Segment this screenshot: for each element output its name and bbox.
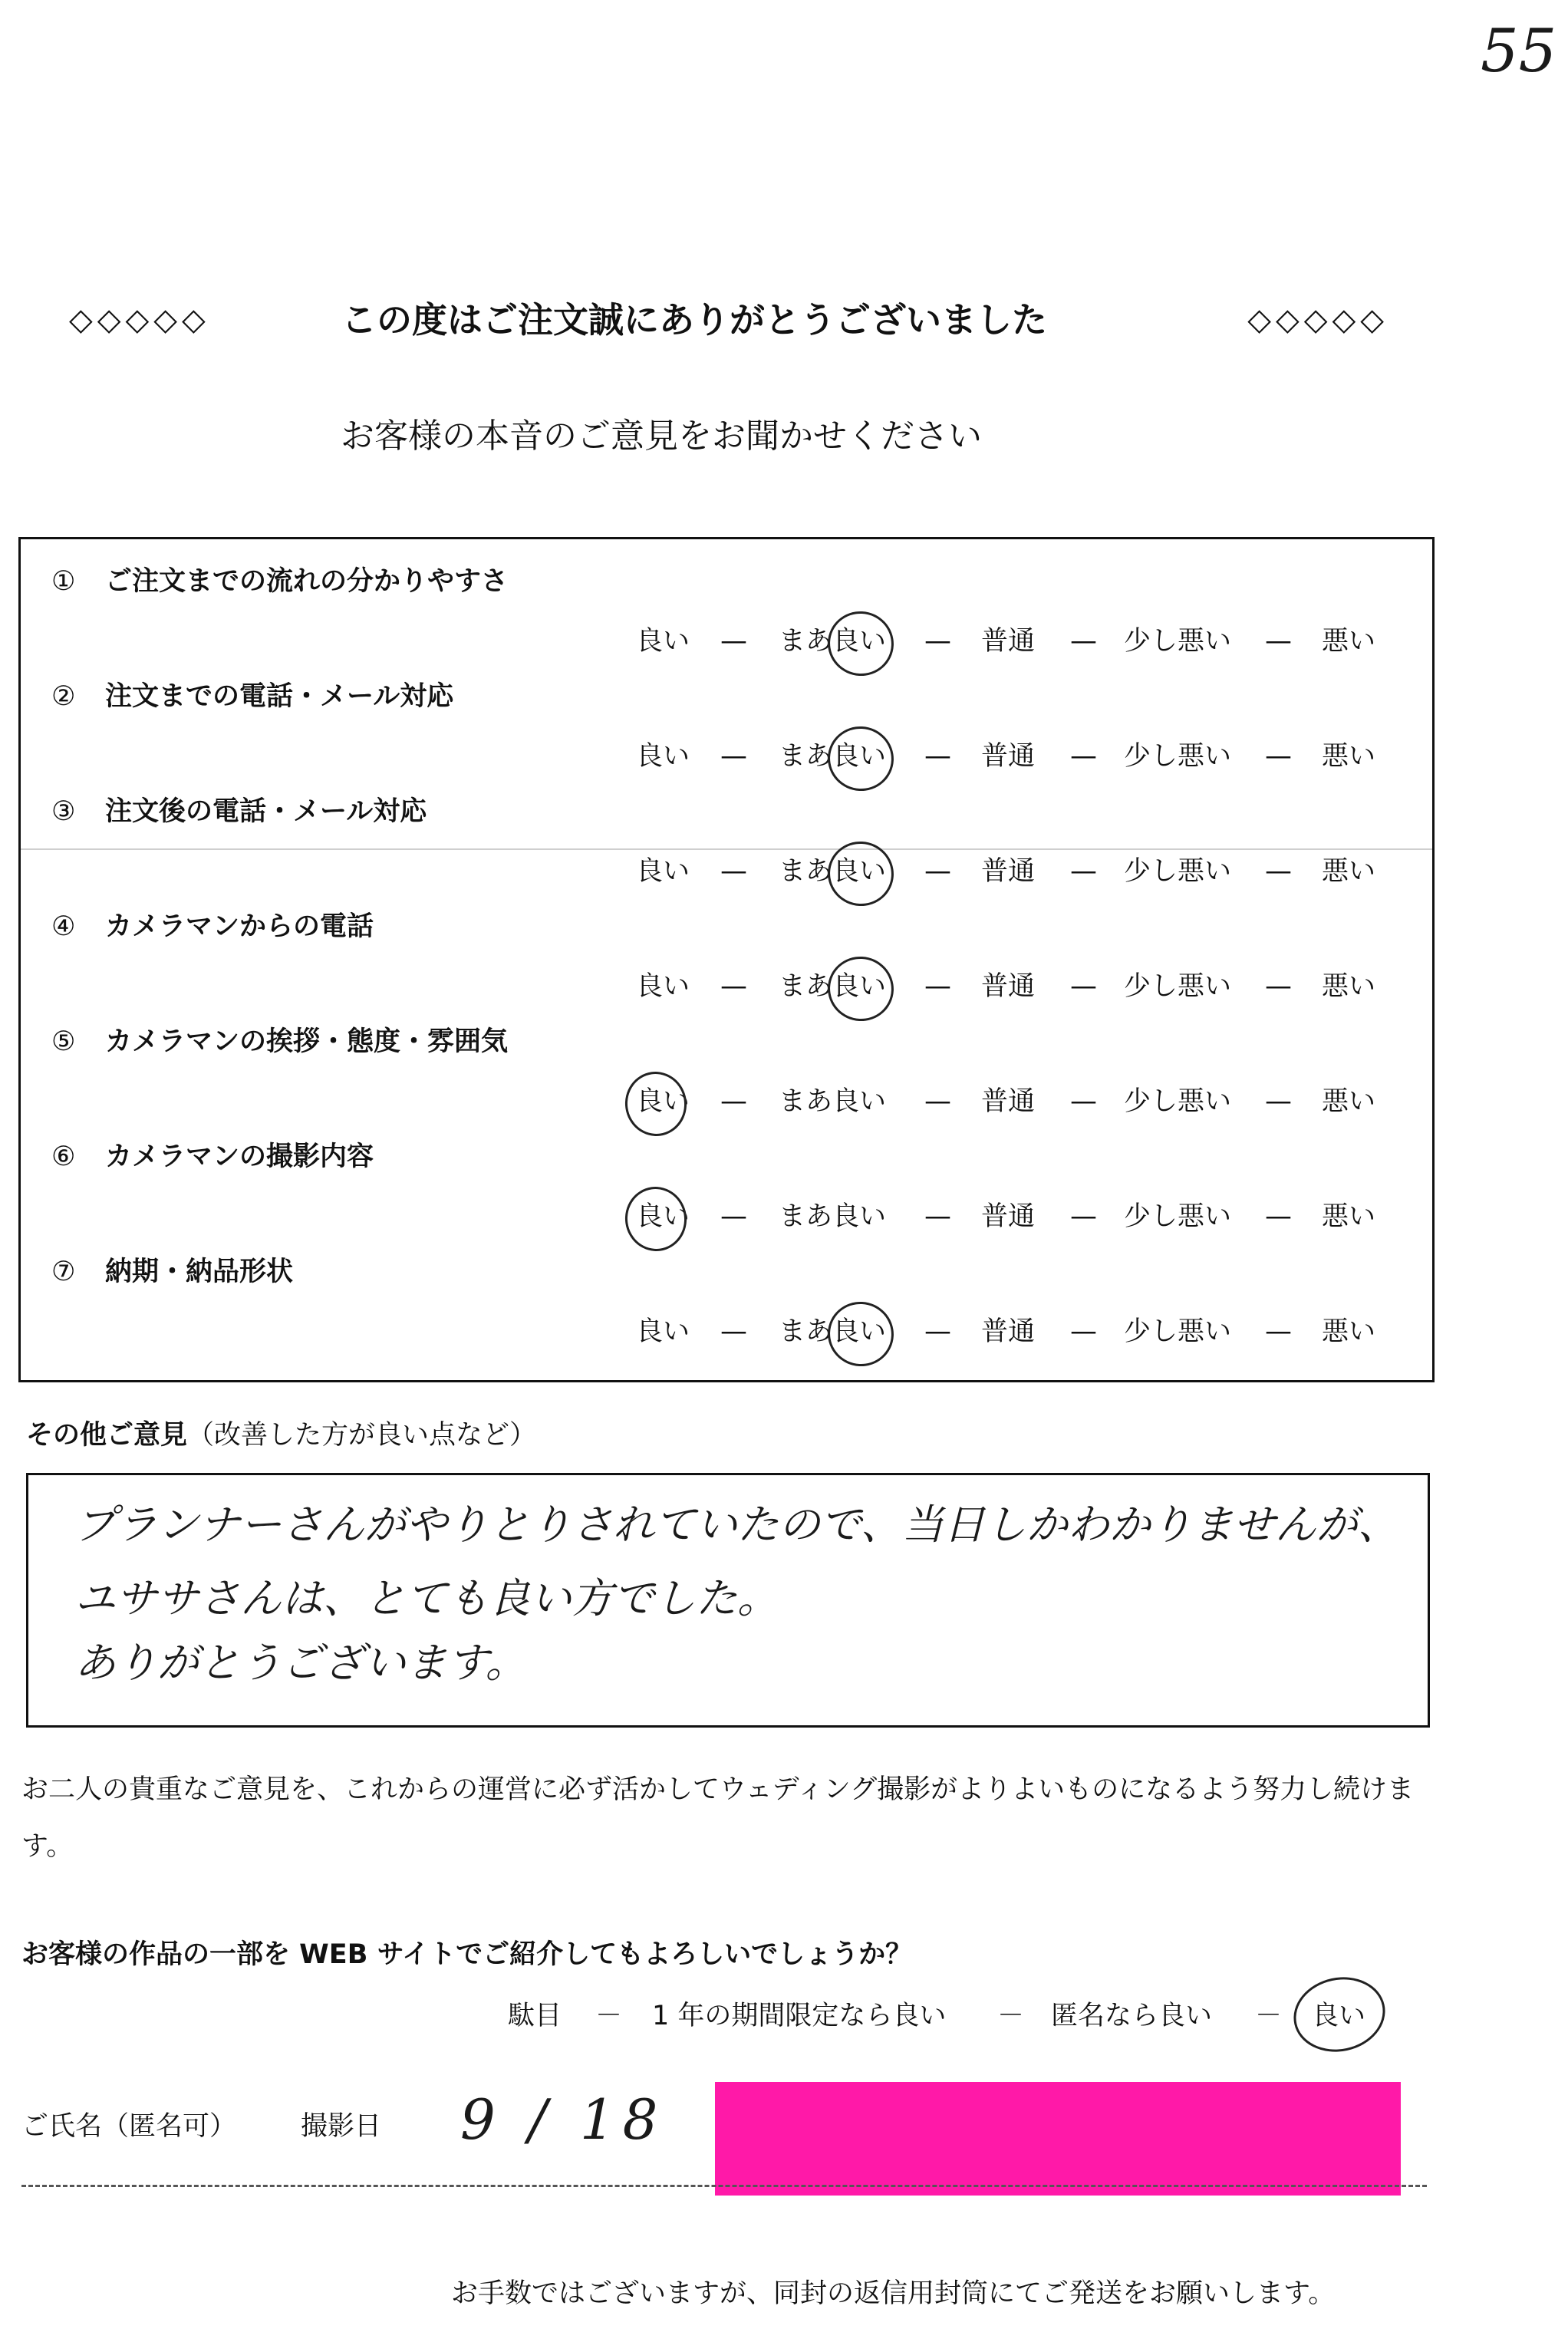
rating-separator: — bbox=[720, 856, 747, 887]
rating-separator: — bbox=[1070, 1201, 1097, 1232]
rating-separator: — bbox=[720, 1086, 747, 1117]
rating-separator: — bbox=[924, 856, 951, 887]
question-title bbox=[51, 1138, 374, 1176]
rating-scale bbox=[21, 737, 1437, 776]
question-label: 注文後の電話・メール対応 bbox=[105, 796, 427, 827]
question-title bbox=[51, 562, 508, 601]
web-option-separator: － bbox=[595, 2001, 623, 2031]
rating-separator: — bbox=[1070, 971, 1097, 1002]
page-subtitle: お客様の本音のご意見をお聞かせください bbox=[341, 417, 982, 456]
rating-option[interactable]: まあ良い bbox=[779, 856, 887, 887]
rating-separator: — bbox=[924, 971, 951, 1002]
web-option-limited[interactable]: 1 年の期間限定なら良い bbox=[652, 2001, 947, 2031]
rating-option[interactable]: まあ良い bbox=[779, 626, 887, 657]
rating-scale bbox=[21, 1313, 1437, 1351]
rating-option[interactable]: まあ良い bbox=[779, 1316, 887, 1347]
rating-separator: — bbox=[1070, 1316, 1097, 1347]
rating-separator: — bbox=[1265, 1316, 1292, 1347]
question-number: ② bbox=[51, 681, 76, 712]
rating-option[interactable]: 悪い bbox=[1322, 1201, 1376, 1232]
rating-separator: — bbox=[1265, 971, 1292, 1002]
rating-option[interactable]: 少し悪い bbox=[1124, 1086, 1232, 1117]
question-number: ① bbox=[51, 566, 76, 597]
rating-option[interactable]: 悪い bbox=[1322, 856, 1376, 887]
appreciation-text: お二人の貴重なご意見を、これからの運営に必ず活かしてウェディング撮影がよりよいものになるよう努力し続けます。 bbox=[21, 1774, 1415, 1862]
rating-separator: — bbox=[1265, 1086, 1292, 1117]
rating-option[interactable]: 少し悪い bbox=[1124, 1316, 1232, 1347]
page-number: 55 bbox=[1481, 17, 1557, 86]
question-title bbox=[51, 908, 374, 946]
rating-separator: — bbox=[1070, 856, 1097, 887]
rating-separator: — bbox=[924, 1201, 951, 1232]
rating-option[interactable]: 少し悪い bbox=[1124, 741, 1232, 772]
question-label: 注文までの電話・メール対応 bbox=[105, 681, 454, 712]
rating-separator: — bbox=[924, 741, 951, 772]
rating-option[interactable]: まあ良い bbox=[779, 1086, 887, 1117]
rating-separator: — bbox=[720, 971, 747, 1002]
question-label: 納期・納品形状 bbox=[105, 1257, 294, 1287]
rating-separator: — bbox=[924, 1086, 951, 1117]
question-number: ③ bbox=[51, 796, 76, 827]
title-decoration-left: ◇◇◇◇◇ bbox=[69, 302, 210, 338]
web-permission-options bbox=[0, 1995, 1568, 2037]
rating-option[interactable]: まあ良い bbox=[779, 1201, 887, 1232]
other-comments-heading bbox=[26, 1416, 536, 1454]
rating-separator: — bbox=[1070, 1086, 1097, 1117]
rating-separator: — bbox=[1265, 626, 1292, 657]
rating-scale bbox=[21, 852, 1437, 891]
web-option-yes[interactable]: 良い bbox=[1312, 2001, 1366, 2031]
rating-separator: — bbox=[720, 1201, 747, 1232]
title-row bbox=[69, 293, 1388, 347]
rating-option[interactable]: 普通 bbox=[981, 741, 1036, 772]
rating-option[interactable]: 良い bbox=[636, 1316, 690, 1347]
web-option-anonymous[interactable]: 匿名なら良い bbox=[1051, 2001, 1213, 2031]
rating-option[interactable]: 良い bbox=[636, 626, 690, 657]
rating-scale bbox=[21, 1082, 1437, 1121]
footer-note: お手数ではございますが、同封の返信用封筒にてご発送をお願いします。 bbox=[451, 2278, 1336, 2309]
rating-option[interactable]: 普通 bbox=[981, 971, 1036, 1002]
shoot-date-label: 撮影日 bbox=[301, 2111, 382, 2142]
name-label: ご氏名（匿名可） bbox=[21, 2111, 237, 2142]
rating-option[interactable]: 良い bbox=[636, 856, 690, 887]
question-number: ④ bbox=[51, 911, 76, 942]
web-permission-question: お客様の作品の一部を WEB サイトでご紹介してもよろしいでしょうか？ bbox=[21, 1939, 913, 1970]
rating-option[interactable]: 悪い bbox=[1322, 971, 1376, 1002]
rating-separator: — bbox=[1265, 1201, 1292, 1232]
rating-option[interactable]: 悪い bbox=[1322, 626, 1376, 657]
question-title bbox=[51, 792, 427, 831]
web-option-separator: － bbox=[997, 2001, 1025, 2031]
question-title bbox=[51, 1023, 508, 1061]
rating-separator: — bbox=[720, 626, 747, 657]
rating-scale bbox=[21, 967, 1437, 1006]
rating-option[interactable]: 少し悪い bbox=[1124, 856, 1232, 887]
comment-line: ユササさんは、とても良い方でした。 bbox=[74, 1574, 779, 1622]
paper-fold-line bbox=[21, 848, 1432, 850]
rating-separator: — bbox=[924, 626, 951, 657]
rating-option[interactable]: 普通 bbox=[981, 1316, 1036, 1347]
rating-separator: — bbox=[720, 741, 747, 772]
rating-option[interactable]: 普通 bbox=[981, 856, 1036, 887]
question-number: ⑤ bbox=[51, 1026, 76, 1057]
question-label: カメラマンの挨拶・態度・雰囲気 bbox=[105, 1026, 509, 1057]
rating-option[interactable]: 少し悪い bbox=[1124, 971, 1232, 1002]
question-title bbox=[51, 677, 453, 716]
rating-separator: — bbox=[1265, 741, 1292, 772]
rating-option[interactable]: 少し悪い bbox=[1124, 1201, 1232, 1232]
cut-line bbox=[21, 2185, 1427, 2187]
rating-option[interactable]: 普通 bbox=[981, 1086, 1036, 1117]
rating-option[interactable]: まあ良い bbox=[779, 971, 887, 1002]
question-label: カメラマンの撮影内容 bbox=[105, 1141, 374, 1172]
rating-option[interactable]: まあ良い bbox=[779, 741, 887, 772]
rating-separator: — bbox=[1265, 856, 1292, 887]
shoot-date-value[interactable]: 9 / 18 bbox=[460, 2087, 666, 2152]
rating-separator: — bbox=[720, 1316, 747, 1347]
comment-line: ありがとうございます。 bbox=[74, 1639, 527, 1687]
redaction-block bbox=[715, 2082, 1401, 2196]
question-number: ⑥ bbox=[51, 1141, 76, 1172]
other-comments-heading-note: （改善した方が良い点など） bbox=[187, 1420, 537, 1451]
question-label: カメラマンからの電話 bbox=[105, 911, 374, 942]
rating-option[interactable]: 普通 bbox=[981, 1201, 1036, 1232]
rating-option[interactable]: 少し悪い bbox=[1124, 626, 1232, 657]
rating-option[interactable]: 良い bbox=[636, 971, 690, 1002]
page-title: この度はご注文誠にありがとうございました bbox=[341, 299, 1047, 341]
rating-separator: — bbox=[924, 1316, 951, 1347]
rating-separator: — bbox=[1070, 626, 1097, 657]
rating-option[interactable]: 悪い bbox=[1322, 1316, 1376, 1347]
rating-scale bbox=[21, 1197, 1437, 1236]
rating-scale bbox=[21, 622, 1437, 660]
survey-box bbox=[18, 537, 1435, 1382]
web-option-separator: － bbox=[1255, 2001, 1283, 2031]
rating-option[interactable]: 良い bbox=[636, 741, 690, 772]
question-title bbox=[51, 1253, 293, 1291]
rating-option[interactable]: 悪い bbox=[1322, 741, 1376, 772]
other-comments-heading-bold: その他ご意見 bbox=[26, 1420, 188, 1451]
rating-option[interactable]: 普通 bbox=[981, 626, 1036, 657]
question-label: ご注文までの流れの分かりやすさ bbox=[105, 566, 509, 597]
question-number: ⑦ bbox=[51, 1257, 76, 1287]
rating-option[interactable]: 良い bbox=[636, 1086, 690, 1117]
web-option-no[interactable]: 駄目 bbox=[508, 2001, 562, 2031]
rating-option[interactable]: 良い bbox=[636, 1201, 690, 1232]
comment-box[interactable] bbox=[26, 1473, 1430, 1728]
comment-line: プランナーさんがやりとりされていたので、当日しかわかりませんが、 bbox=[74, 1501, 1399, 1549]
rating-option[interactable]: 悪い bbox=[1322, 1086, 1376, 1117]
rating-separator: — bbox=[1070, 741, 1097, 772]
title-decoration-right: ◇◇◇◇◇ bbox=[1247, 302, 1388, 338]
